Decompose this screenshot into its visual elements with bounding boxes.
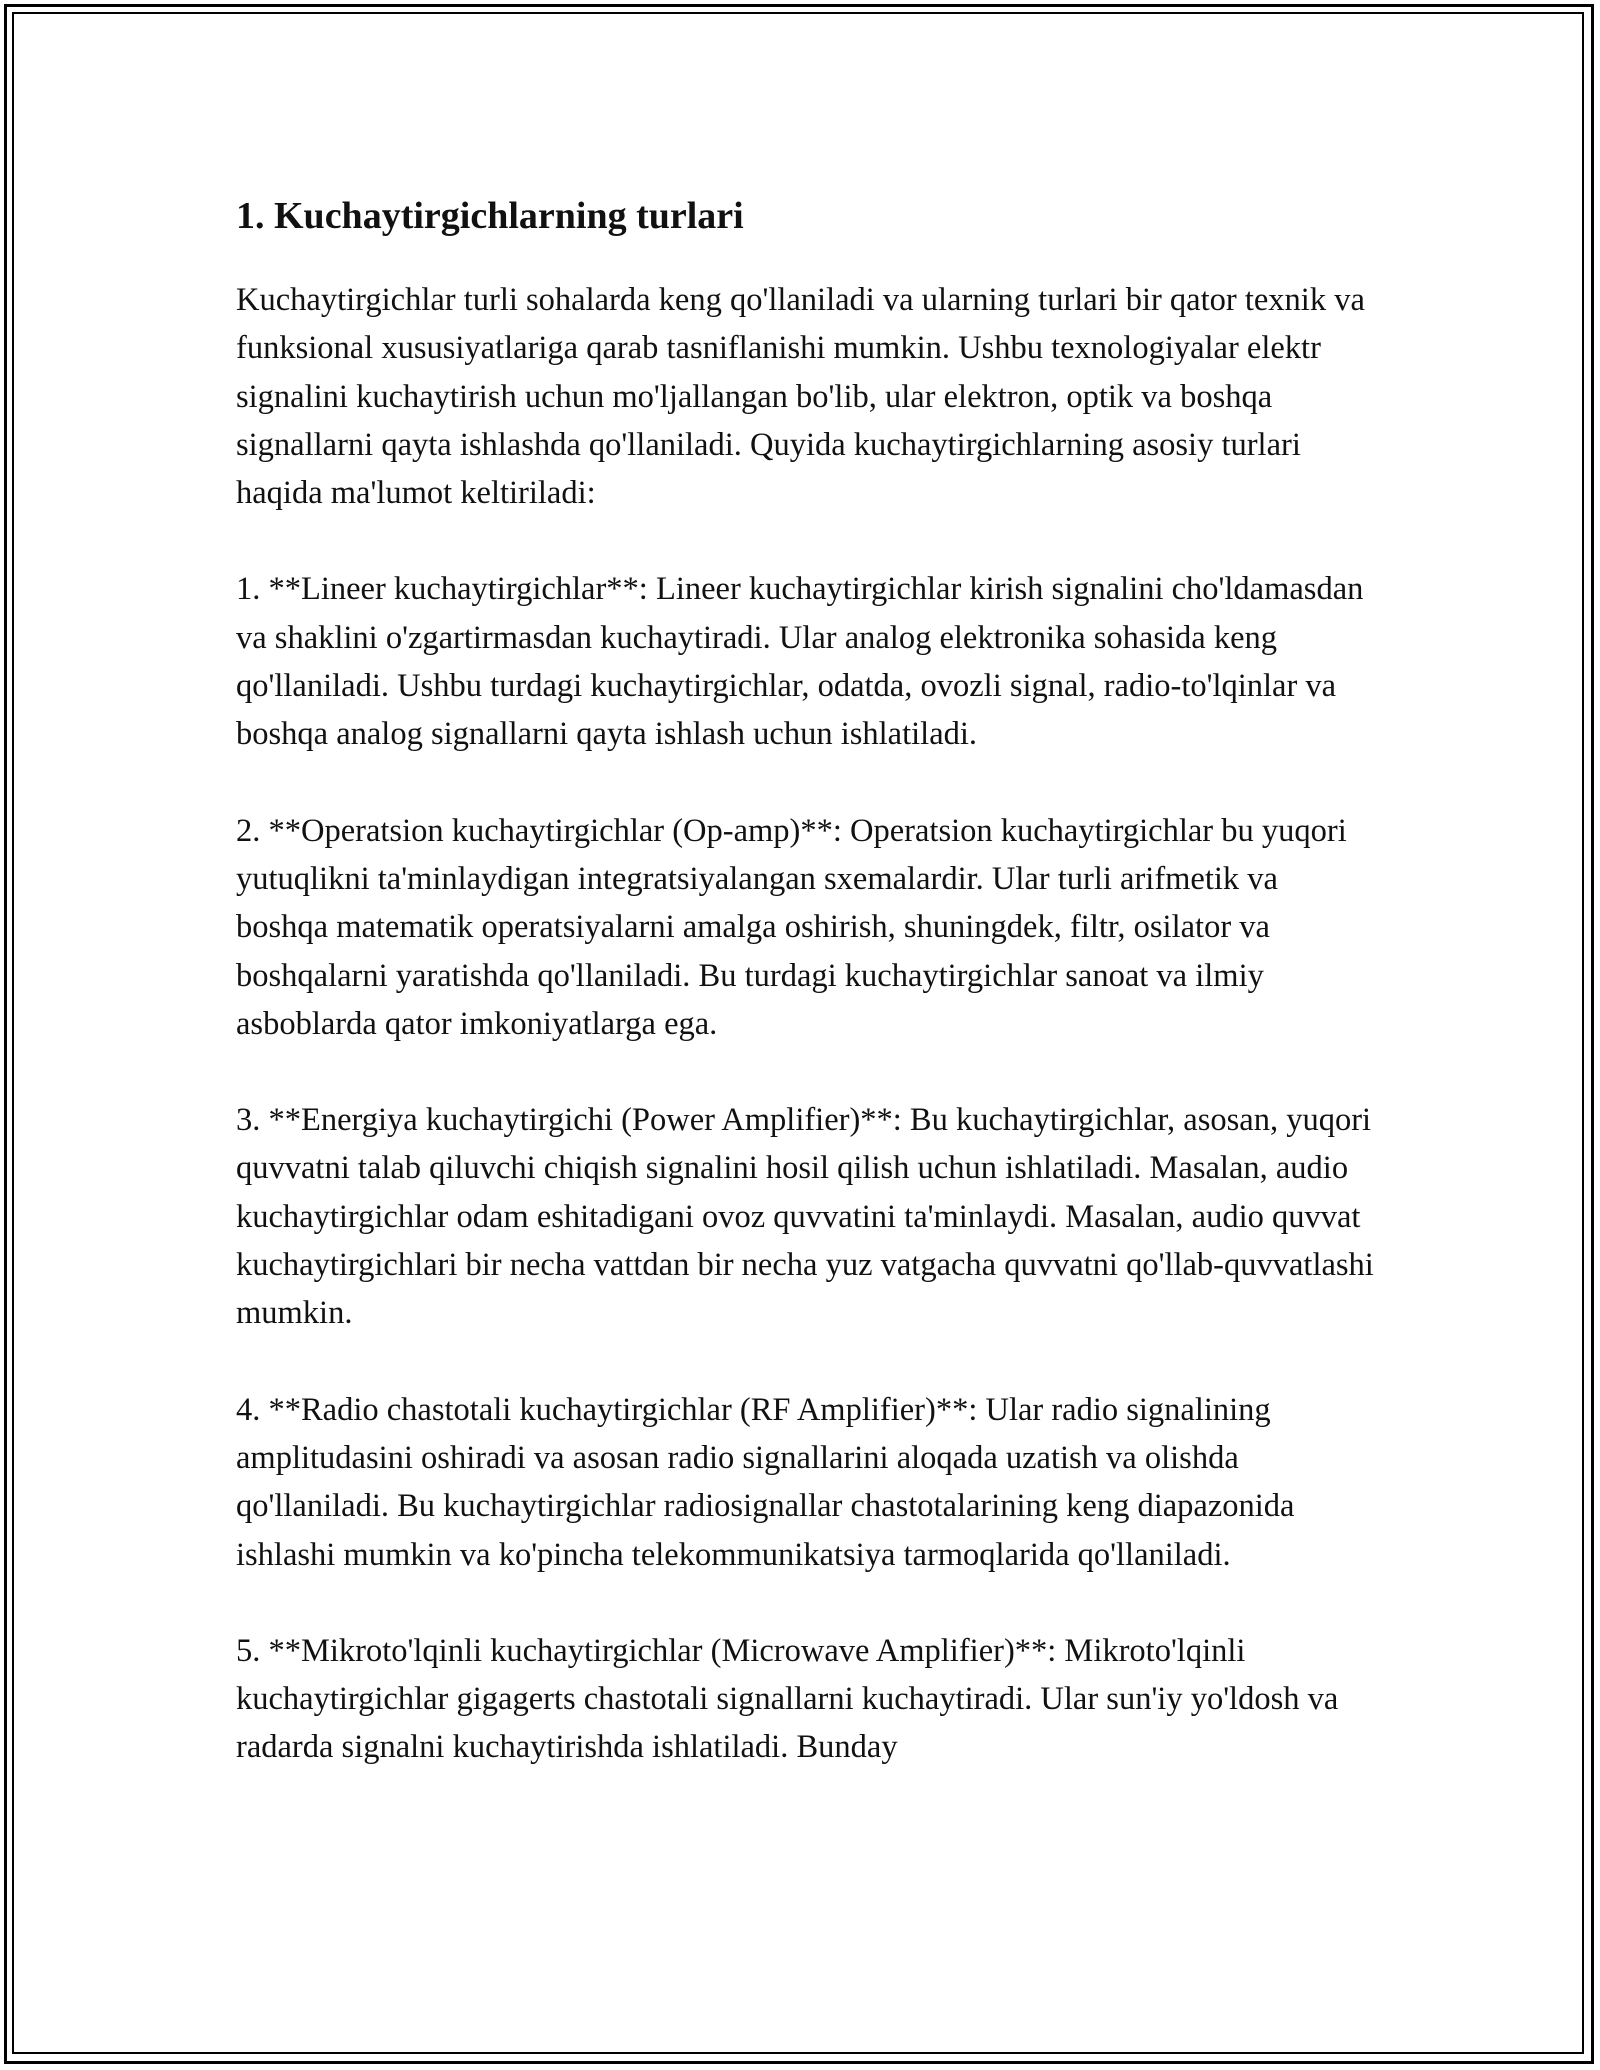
paragraph-lineer: 1. **Lineer kuchaytirgichlar**: Lineer kuchaytirgichlar kirish signalini cho'ldamasdan va shaklini o'zgartirmasdan kuchaytiradi. Ular analog elektronika sohasida keng qo'llaniladi. Ushbu turdagi kuchaytirgichlar, odatda, ovozli signal, radio-to'lqinlar va boshqa analog signallarni qayta ishlash uchun ishlatiladi. <box>236 571 1364 753</box>
paragraph-op-amp: 2. **Operatsion kuchaytirgichlar (Op-amp)**: Operatsion kuchaytirgichlar bu yuqori yutuqlikni ta'minlaydigan integratsiyalangan sxemalardir. Ular turli arifmetik va boshqa matematik operatsiyalarni amalga oshirish, shuningdek, filtr, osilator va boshqalarni yaratishda qo'llaniladi. Bu turdagi kuchaytirgichlar sanoat va ilmiy asboblarda qator imkoniyatlarga ega. <box>236 812 1347 1042</box>
section-heading: 1. Kuchaytirgichlarning turlari <box>236 195 744 237</box>
intro-paragraph: Kuchaytirgichlar turli sohalarda keng qo'llaniladi va ularning turlari bir qator texnik va funksional xususiyatlariga qarab tasniflanishi mumkin. Ushbu texnologiyalar elektr signalini kuchaytirish uchun mo'ljallangan bo'lib, ular elektron, optik va boshqa signallarni qayta ishlashda qo'llaniladi. Quyida kuchaytirgichlarning asosiy turlari haqida ma'lumot keltiriladi: <box>236 282 1365 512</box>
document-body <box>236 184 1376 1820</box>
paragraph-microwave-amplifier: 5. **Mikroto'lqinli kuchaytirgichlar (Microwave Amplifier)**: Mikroto'lqinli kuchaytirgichlar gigagerts chastotali signallarni kuchaytiradi. Ular sun'iy yo'ldosh va radarda signalni kuchaytirishda ishlatiladi. Bunday <box>236 1632 1339 1766</box>
paragraph-rf-amplifier: 4. **Radio chastotali kuchaytirgichlar (RF Amplifier)**: Ular radio signalining amplitudasini oshiradi va asosan radio signallarini aloqada uzatish va olishda qo'llaniladi. Bu kuchaytirgichlar radiosignallar chastotalarining keng diapazonida ishlashi mumkin va ko'pincha telekommunikatsiya tarmoqlarida qo'llaniladi. <box>236 1391 1295 1573</box>
paragraph-power-amplifier: 3. **Energiya kuchaytirgichi (Power Amplifier)**: Bu kuchaytirgichlar, asosan, yuqori quvvatni talab qiluvchi chiqish signalini hosil qilish uchun ishlatiladi. Masalan, audio kuchaytirgichlar odam eshitadigani ovoz quvvatini ta'minlaydi. Masalan, audio quvvat kuchaytirgichlari bir necha vattdan bir necha yuz vatgacha quvvatni qo'llab-quvvatlashi mumkin. <box>236 1102 1374 1332</box>
